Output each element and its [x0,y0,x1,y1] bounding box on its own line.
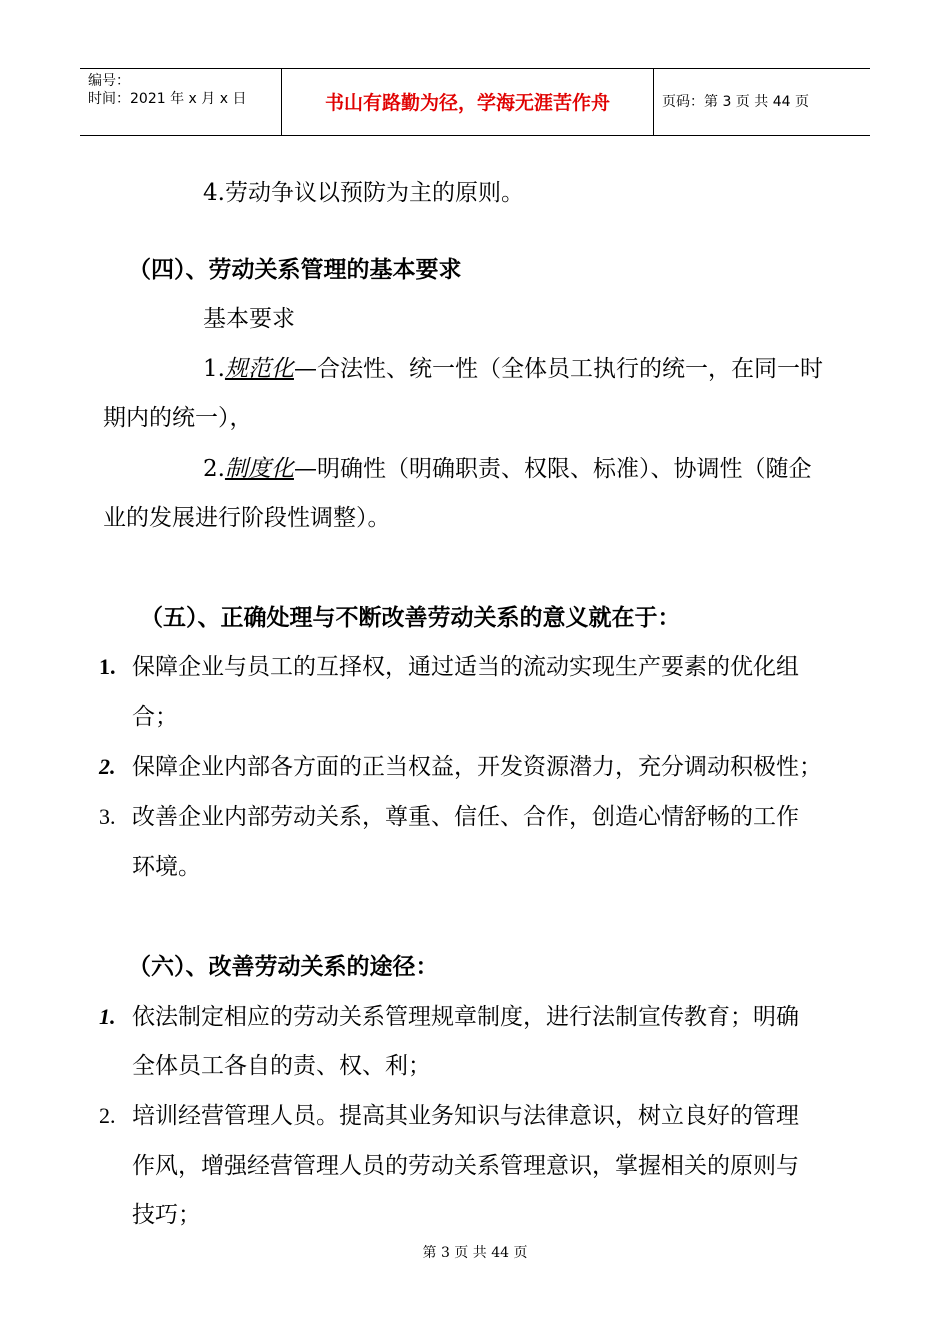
page-footer: 第 3 页 共 44 页 [422,1245,528,1261]
section-6-item-2-line-1: 培训经营管理人员。提高其业务知识与法律意识，树立良好的管理 [132,1103,799,1129]
requirement-1-number: 1. [203,356,225,382]
section-5-item-2-number: 2. [99,754,116,779]
requirement-2-term: 制度化 [224,456,294,482]
section-5-item-1-number: 1. [99,654,116,679]
requirement-1-continuation: 期内的统一）， [103,405,253,431]
section-6-item-1-number: 1. [99,1004,116,1029]
header-motto: 书山有路勤为径，学海无涯苦作舟 [324,92,610,114]
section-5-title: （五）、正确处理与不断改善劳动关系的意义就在于： [140,604,681,631]
section-5-item-3-number: 3. [99,804,116,829]
doc-time-label: 时间：2021 年 x 月 x 日 [88,91,247,107]
requirement-2-number: 2. [203,456,225,482]
requirement-1 [203,354,823,384]
section-5-item-1-line-2: 合； [132,704,178,730]
header-middle-cell [282,69,654,135]
requirement-1-text: —合法性、统一性（全体员工执行的统一，在同一时 [293,356,823,382]
header-page-number: 页码：第 3 页 共 44 页 [662,94,809,110]
section-5-item-3-line-1: 改善企业内部劳动关系，尊重、信任、合作，创造心情舒畅的工作 [132,804,799,830]
basic-requirements-label: 基本要求 [203,306,295,332]
section-6-item-1-line-1: 依法制定相应的劳动关系管理规章制度，进行法制宣传教育；明确 [132,1004,799,1030]
doc-code-label: 编号： [88,73,130,89]
section-6-item-2-line-3: 技巧； [132,1202,201,1228]
section-5-item-1-line-1: 保障企业与员工的互择权，通过适当的流动实现生产要素的优化组 [132,654,799,680]
requirement-2 [203,454,811,484]
requirement-2-continuation: 业的发展进行阶段性调整）。 [103,505,391,531]
page-header [80,68,870,136]
header-left-cell [80,69,282,135]
requirement-1-term: 规范化 [224,356,294,382]
section-6-item-1-line-2: 全体员工各自的责、权、利； [132,1053,431,1079]
section-6-title: （六）、改善劳动关系的途径： [128,953,439,980]
header-right-cell [654,69,870,135]
section-6-item-2-line-2: 作风，增强经营管理人员的劳动关系管理意识，掌握相关的原则与 [132,1153,799,1179]
section-6-item-2-number: 2. [99,1103,116,1128]
requirement-2-text: —明确性（明确职责、权限、标准）、协调性（随企 [293,456,812,482]
section-5-item-2-line-1: 保障企业内部各方面的正当权益，开发资源潜力，充分调动积极性； [132,754,822,780]
principle-4: 4.劳动争议以预防为主的原则。 [203,180,524,206]
section-4-title: （四）、劳动关系管理的基本要求 [128,256,462,283]
section-5-item-3-line-2: 环境。 [132,854,201,880]
